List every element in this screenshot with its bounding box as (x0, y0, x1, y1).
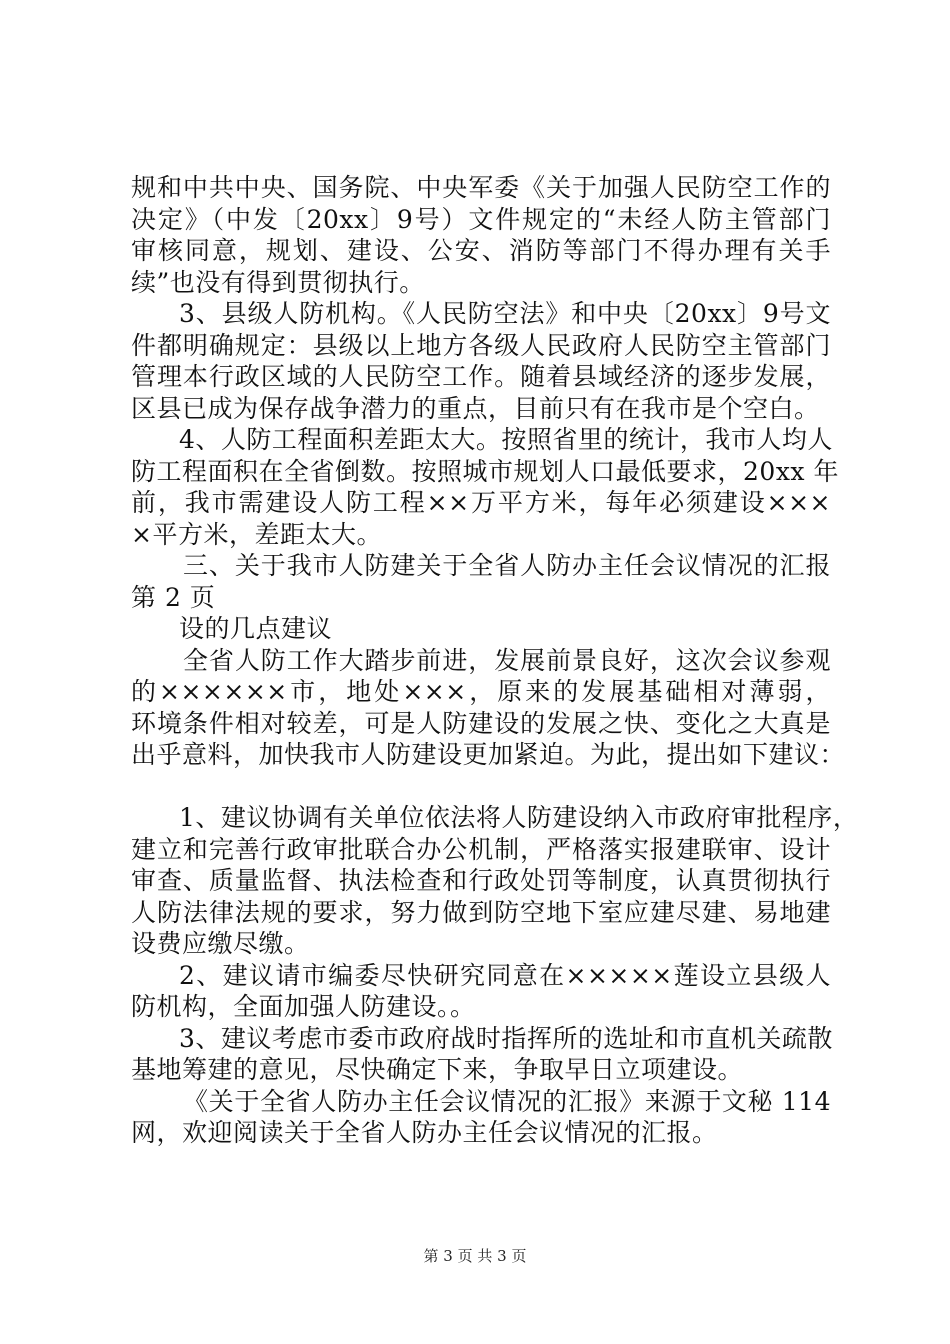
document-body (131, 172, 859, 1149)
text-line: 建立和完善行政审批联合办公机制，严格落实报建联审、设计 (131, 834, 831, 864)
page-footer: 第 3 页 共 3 页 (423, 1247, 527, 1265)
text-line: 基地筹建的意见，尽快确定下来，争取早日立项建设。 (131, 1055, 744, 1084)
text-line: 环境条件相对较差，可是人防建设的发展之快、变化之大真是 (131, 708, 831, 738)
text-line: ×平方米，差距太大。 (131, 519, 382, 549)
text-line: 防工程面积在全省倒数。按照城市规划人口最低要求，20xx 年 (131, 456, 839, 486)
text-line: 件都明确规定：县级以上地方各级人民政府人民防空主管部门 (131, 330, 831, 360)
text-line: 1、建议协调有关单位依法将人防建设纳入市政府审批程序， (179, 803, 859, 832)
text-line: 管理本行政区域的人民防空工作。随着县域经济的逐步发展， (131, 362, 831, 391)
section-heading-continuation: 设的几点建议 (179, 614, 333, 643)
text-line: 出乎意料，加快我市人防建设更加紧迫。为此，提出如下建议： (131, 740, 846, 769)
blank-line (131, 771, 831, 803)
section-heading: 三、关于我市人防建关于全省人防办主任会议情况的汇报 (183, 551, 831, 580)
text-line: 前，我市需建设人防工程××万平方米，每年必须建设××× (131, 488, 831, 517)
text-line: 人防法律法规的要求，努力做到防空地下室应建尽建、易地建 (131, 897, 831, 927)
text-line: 的××××××市，地处×××，原来的发展基础相对薄弱， (131, 677, 831, 706)
text-line: 设费应缴尽缴。 (131, 929, 310, 958)
text-line: 续”也没有得到贯彻执行。 (131, 267, 425, 297)
text-line: 审查、质量监督、执法检查和行政处罚等制度，认真贯彻执行 (131, 866, 831, 895)
text-line: 2、建议请市编委尽快研究同意在×××××莲设立县级人 (179, 960, 831, 990)
source-note: 《关于全省人防办主任会议情况的汇报》来源于文秘 114 (183, 1086, 831, 1116)
text-line: 决定》（中发〔20xx〕9号）文件规定的“未经人防主管部门 (131, 204, 831, 234)
text-line: 全省人防工作大踏步前进，发展前景良好，这次会议参观 (183, 645, 831, 675)
text-line: 防机构，全面加强人防建设。。 (131, 992, 476, 1021)
text-line: 4、人防工程面积差距太大。按照省里的统计，我市人均人 (179, 425, 833, 454)
text-line: 3、县级人防机构。《人民防空法》和中央〔20xx〕9号文 (179, 299, 831, 328)
text-line: 规和中共中央、国务院、中央军委《关于加强人民防空工作的 (131, 173, 831, 202)
text-line: 审核同意，规划、建设、公安、消防等部门不得办理有关手 (131, 236, 831, 265)
text-line: 3、建议考虑市委市政府战时指挥所的选址和市直机关疏散 (179, 1023, 833, 1053)
source-note: 网，欢迎阅读关于全省人防办主任会议情况的汇报。 (131, 1118, 718, 1147)
text-line: 区县已成为保存战争潜力的重点，目前只有在我市是个空白。 (131, 393, 820, 423)
page-marker: 第 2 页 (131, 582, 216, 612)
